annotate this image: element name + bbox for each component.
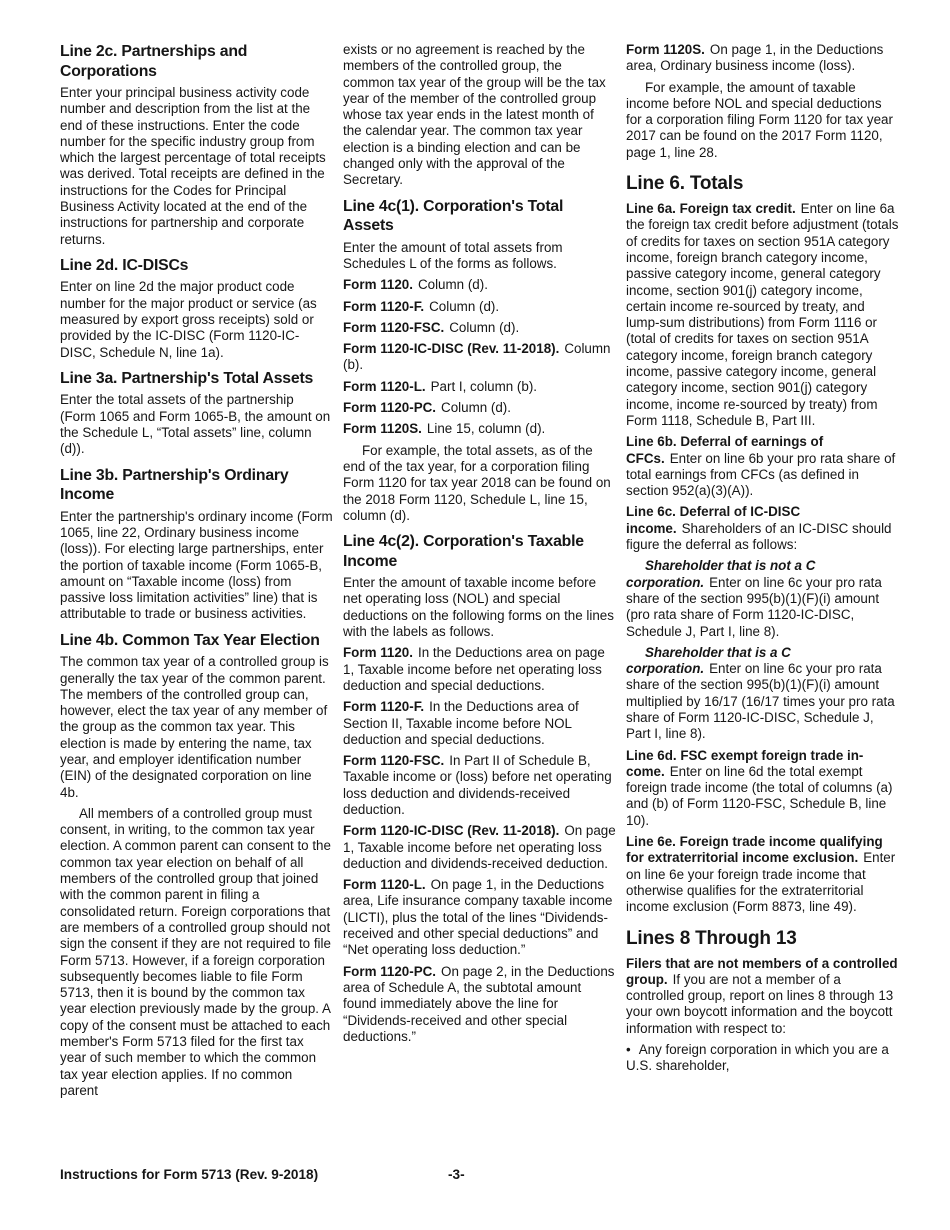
form-1120icdisc-value: Column (b). bbox=[343, 341, 611, 373]
form-1120fsc-label: Form 1120-FSC. bbox=[343, 753, 445, 769]
para-line-4c2-intro: Enter the amount of taxable income before net operating loss (NOL) and special deductions on the following forms on the lines with the labels as follows. bbox=[343, 575, 614, 640]
para-line-4b-1: The common tax year of a controlled group is generally the tax year of the common parent. The members of the controlled group can, however, elect the tax year of any member of the group as the common tax year. This election is made by entering the name, tax year, and employer identification number (EIN) of the designated corporation on line 4b. bbox=[60, 654, 329, 800]
line-6b-text: Enter on line 6b your pro rata share of total earnings from CFCs (as defined in section 952(a)(3)(A)). bbox=[626, 450, 896, 499]
column-1 bbox=[60, 42, 333, 1104]
heading-line-6: Line 6. Totals bbox=[626, 173, 744, 195]
para-line-3a: Enter the total assets of the partnership (Form 1065 and Form 1065-B, the amount on the Schedule L, “Total assets” line, column (d)). bbox=[60, 392, 331, 457]
line-6b-label: Line 6b. Deferral of earnings of CFCs. bbox=[626, 434, 824, 466]
para-shareholder-not-c-corp bbox=[626, 558, 899, 639]
line-6c-text: Shareholders of an IC-DISC should figure the deferral as follows: bbox=[626, 520, 892, 553]
para-line-4b-2: All members of a controlled group must consent, in writing, to the common tax year election. A common parent can consent to the common tax year election on behalf of all members of the controlled group that joined with the common parent in filing a consolidated return. Foreign corporations that are members of a controlled group should not sign the consent if they are not required to file Form 5713. However, if a foreign corporation subsequently becomes liable to file Form 5713, then it is bound by the common tax year election previously made by the group. A copy of the consent must be attached to each member's Form 5713 filed for the first tax year of such member to which the common tax year election applies. If no common parent bbox=[60, 805, 331, 1098]
form-1120l-value: Part I, column (b). bbox=[430, 378, 538, 394]
form-1120icdisc-income-item bbox=[343, 823, 616, 872]
form-1120f-label: Form 1120-F. bbox=[343, 699, 425, 715]
line-6e-text: Enter on line 6e your foreign trade income that otherwise qualifies for the extraterritorial income exclusion (Form 8873, line 49). bbox=[626, 850, 896, 915]
form-1120f-label: Form 1120-F. bbox=[343, 298, 425, 314]
form-1120pc-value: On page 2, in the Deductions area of Schedule A, the subtotal amount found immediately above the line for “Dividends-received and other special deductions.” bbox=[343, 963, 615, 1044]
para-line-3b: Enter the partnership's ordinary income (Form 1065, line 22, Ordinary business income (loss)). For electing large partnerships, enter the portion of taxable income (Form 1065-B, amount on “Taxable income (loss) from passive loss limitation activities” line) that is attributable to trade or business activities. bbox=[60, 508, 333, 622]
shareholder-c-text: Enter on line 6c your pro rata share of the section 995(b)(1)(F)(i) amount multiplied by 16/17 (16/17 times your pro rata share of Form 1120-IC-DISC, Schedule J, Part I, line 8). bbox=[626, 661, 895, 742]
form-1120s-label: Form 1120S. bbox=[343, 421, 422, 437]
form-1120s-assets-item bbox=[343, 421, 616, 437]
form-1120-label: Form 1120. bbox=[343, 277, 413, 293]
bullet-text: Any foreign corporation in which you are a U.S. shareholder, bbox=[626, 1042, 889, 1074]
para-line-6d bbox=[626, 748, 899, 829]
heading-line-2c: Line 2c. Partnerships and Corporations bbox=[60, 43, 248, 80]
form-1120f-value: Column (d). bbox=[429, 298, 500, 314]
shareholder-not-c-text: Enter on line 6c your pro rata share of the section 995(b)(1)(F)(i) amount (pro rata share of Form 1120-IC-DISC, Schedule J, Part I, line 8). bbox=[626, 574, 882, 639]
form-1120-label: Form 1120. bbox=[343, 645, 413, 661]
form-1120s-value: On page 1, in the Deductions area, Ordinary business income (loss). bbox=[626, 42, 884, 74]
page-number: -3- bbox=[448, 1167, 465, 1182]
form-1120-value: In the Deductions area on page 1, Taxable income before net operating loss deduction and special deductions. bbox=[343, 645, 605, 693]
form-1120f-income-item bbox=[343, 699, 616, 748]
para-filers-not-members bbox=[626, 956, 899, 1037]
para-line-4b-continued: exists or no agreement is reached by the members of the controlled group, the common tax year of the group will be the tax year of the member of the controlled group whose tax year ends in the latest month of the calendar year. The common tax year election is a binding election and can be changed only with the approval of the Secretary. bbox=[343, 42, 606, 188]
column-3 bbox=[626, 42, 899, 1080]
form-1120fsc-income-item bbox=[343, 753, 616, 818]
column-2 bbox=[343, 42, 616, 1050]
heading-line-4b: Line 4b. Common Tax Year Election bbox=[60, 631, 320, 649]
para-shareholder-c-corp bbox=[626, 645, 899, 743]
form-1120f-assets-item bbox=[343, 299, 616, 315]
para-line-2d: Enter on line 2d the major product code number for the major product or service (as measured by export gross receipts) sold or provided by the IC-DISC (Form 1120-IC-DISC, Schedule N, line 1a). bbox=[60, 279, 317, 360]
form-1120s-value: Line 15, column (d). bbox=[426, 421, 546, 437]
heading-lines-8-through-13: Lines 8 Through 13 bbox=[626, 927, 797, 949]
form-1120fsc-value: Column (d). bbox=[449, 319, 520, 335]
line-6a-text: Enter on line 6a the foreign tax credit before adjustment (totals of credits for taxes on section 951A category income, foreign branch category income, passive category income, general category income, section 901(j) category income, certain income re-sourced by treaty, and lump-sum distributions) from Form 1116 or (total of credits for taxes on section 951A category income, foreign branch category income, passive category income, general category income, section 901(j) category income, income re-sourced by treaty) from Form 1118, Schedule B, Part III. bbox=[626, 201, 899, 428]
para-4c1-example: For example, the total assets, as of the end of the tax year, for a corporation filing Form 1120 for tax year 2018 can be found on the 2018 Form 1120, Schedule L, line 15, column (d). bbox=[343, 442, 611, 523]
line-6d-text: Enter on line 6d the total exempt foreign trade income (the total of columns (a) and (b) of Form 1120-FSC, Schedule B, line 10). bbox=[626, 763, 893, 828]
form-1120pc-value: Column (d). bbox=[441, 400, 511, 416]
form-1120s-label: Form 1120S. bbox=[626, 42, 705, 57]
para-line-6c bbox=[626, 504, 899, 553]
para-line-6e bbox=[626, 834, 899, 915]
footer-title: Instructions for Form 5713 (Rev. 9-2018) bbox=[60, 1167, 319, 1182]
heading-line-3a: Line 3a. Partnership's Total Assets bbox=[60, 369, 314, 387]
line-6a-label: Line 6a. Foreign tax credit. bbox=[626, 201, 796, 217]
form-1120-income-item bbox=[343, 645, 616, 694]
para-line-2c: Enter your principal business activity code number and description from the list at the end of these instructions. Enter the code number for the specific industry group from which the largest percentage of total receipts was derived. Total receipts are defined in the instructions for the Codes for Principal Business Activity located at the end of the instructions for partnership and corporate returns. bbox=[60, 85, 326, 247]
bullet-item-foreign-corporation bbox=[626, 1042, 899, 1075]
form-1120icdisc-label: Form 1120-IC-DISC (Rev. 11-2018). bbox=[343, 341, 560, 357]
form-1120pc-income-item bbox=[343, 964, 616, 1045]
form-1120pc-assets-item bbox=[343, 400, 616, 416]
para-4c2-example: For example, the amount of taxable income before NOL and special deductions for a corporation filing Form 1120 for tax year 2017 can be found on the 2017 Form 1120, page 1, line 28. bbox=[626, 79, 893, 160]
shareholder-c-label: Shareholder that is a C corporation. bbox=[626, 644, 791, 677]
para-line-6b bbox=[626, 434, 899, 499]
bullet-icon: • bbox=[626, 1042, 631, 1058]
shareholder-not-c-label: Shareholder that is not a C corporation. bbox=[626, 558, 816, 590]
form-1120f-value: In the Deductions area of Section II, Taxable income before NOL deduction and special deductions. bbox=[343, 699, 579, 747]
form-1120pc-label: Form 1120-PC. bbox=[343, 400, 437, 416]
page-body bbox=[60, 42, 900, 1104]
line-6d-label: Line 6d. FSC exempt foreign trade income. bbox=[626, 747, 864, 779]
form-1120fsc-assets-item bbox=[343, 320, 616, 336]
form-1120pc-label: Form 1120-PC. bbox=[343, 963, 437, 979]
form-1120s-income-item bbox=[626, 42, 899, 75]
line-6c-label: Line 6c. Deferral of IC-DISC income. bbox=[626, 504, 801, 536]
form-1120-value: Column (d). bbox=[417, 277, 488, 293]
line-6e-label: Line 6e. Foreign trade income qualifying for extraterritorial income exclusion. bbox=[626, 834, 883, 866]
form-1120l-assets-item bbox=[343, 379, 616, 395]
filers-text: If you are not a member of a controlled group, report on lines 8 through 13 your own boycott information and the boycott information with respect to: bbox=[626, 971, 894, 1036]
heading-line-2d: Line 2d. IC-DISCs bbox=[60, 256, 189, 274]
para-line-6a bbox=[626, 201, 899, 429]
form-1120icdisc-assets-item bbox=[343, 341, 616, 374]
form-1120icdisc-value: On page 1, Taxable income before net operating loss deduction and dividends-received deduction. bbox=[343, 823, 616, 871]
form-1120-assets-item bbox=[343, 277, 616, 293]
para-line-4c1-intro: Enter the amount of total assets from Schedules L of the forms as follows. bbox=[343, 239, 563, 271]
form-1120icdisc-label: Form 1120-IC-DISC (Rev. 11-2018). bbox=[343, 823, 560, 839]
form-1120l-label: Form 1120-L. bbox=[343, 877, 426, 893]
filers-label: Filers that are not members of a controlled group. bbox=[626, 955, 898, 987]
form-1120fsc-value: In Part II of Schedule B, Taxable income or (loss) before net operating loss deduction and dividends-received deduction. bbox=[343, 753, 612, 817]
form-1120l-value: On page 1, in the Deductions area, Life insurance company taxable income (LICTI), plus the total of the lines “Dividends-received and other special deductions” and “Net operating loss deduction.” bbox=[343, 877, 613, 958]
heading-line-4c1: Line 4c(1). Corporation's Total Assets bbox=[343, 197, 564, 235]
heading-line-4c2: Line 4c(2). Corporation's Taxable Income bbox=[343, 533, 584, 570]
form-1120l-label: Form 1120-L. bbox=[343, 378, 426, 394]
form-1120l-income-item bbox=[343, 877, 616, 958]
heading-line-3b: Line 3b. Partnership's Ordinary Income bbox=[60, 466, 289, 504]
form-1120fsc-label: Form 1120-FSC. bbox=[343, 319, 445, 335]
